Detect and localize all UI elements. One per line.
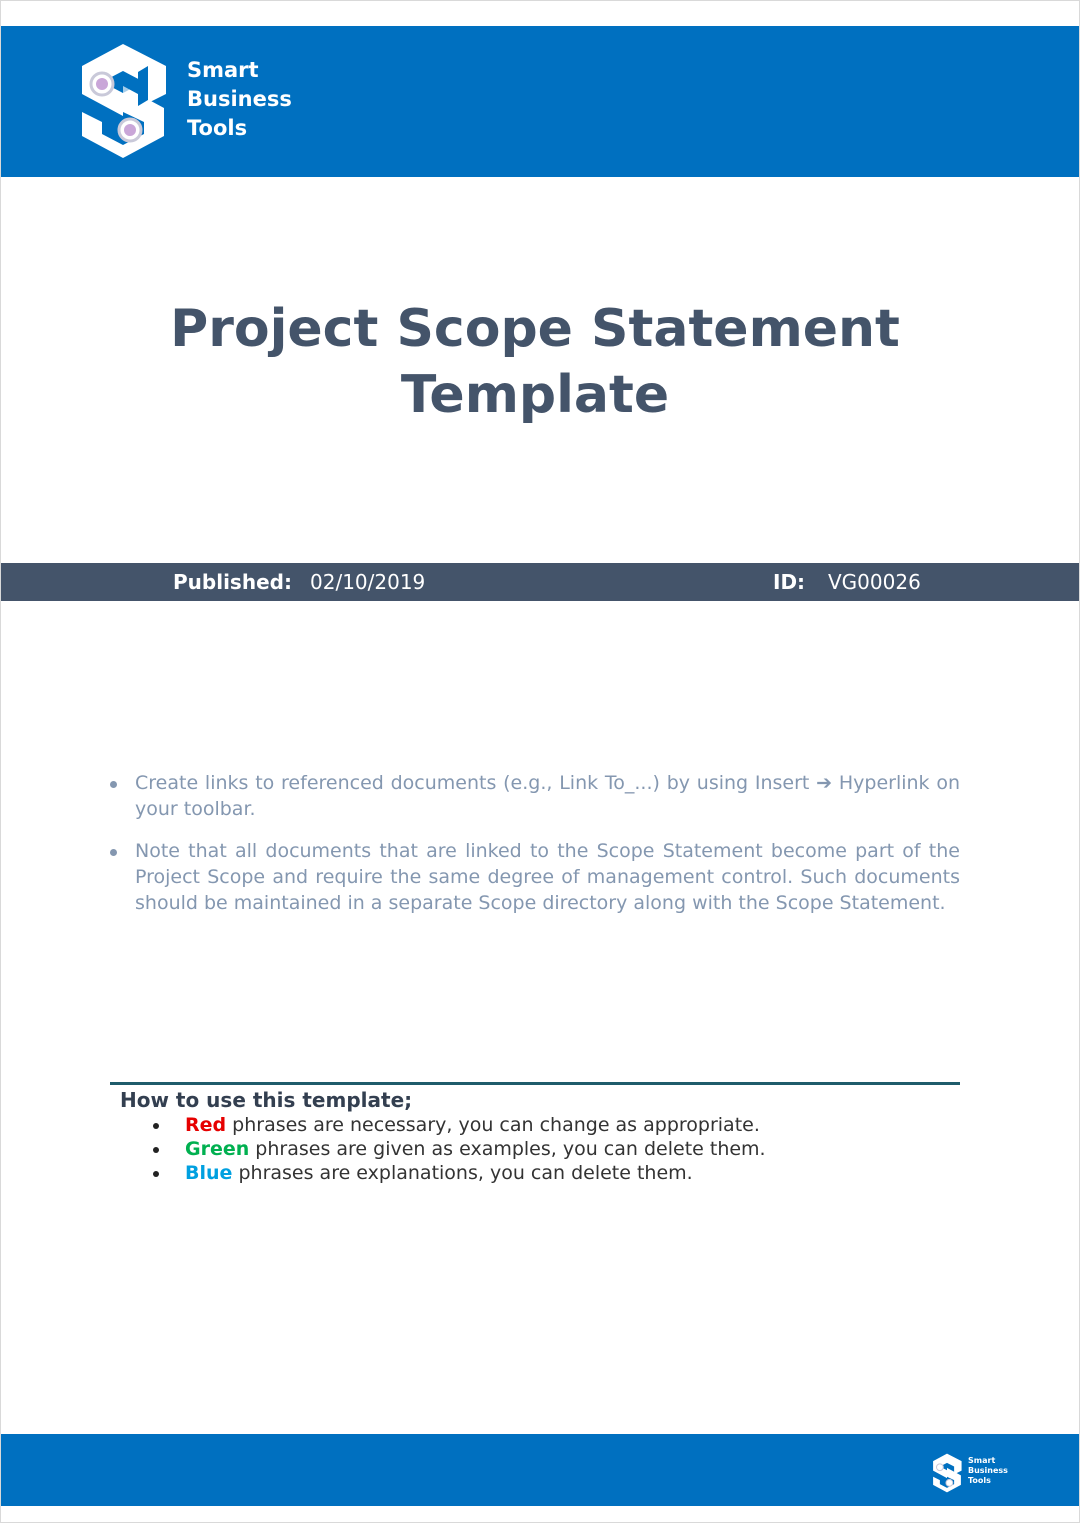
instruction-notes: [110, 770, 960, 932]
note-item: [110, 838, 960, 916]
meta-bar: [1, 563, 1079, 601]
published-label: Published:: [173, 570, 292, 594]
smart-business-tools-logo-icon: [78, 42, 168, 160]
bullet-icon: [153, 1171, 159, 1177]
howto-item-text: phrases are necessary, you can change as appropriate.: [226, 1114, 760, 1136]
page-title-line: Project Scope Statement: [170, 299, 900, 359]
note-item: [110, 770, 960, 822]
howto-title: How to use this template;: [120, 1088, 413, 1112]
smart-business-tools-logo-icon: [930, 1453, 964, 1493]
howto-keyword-green: Green: [185, 1138, 250, 1160]
howto-item: [150, 1113, 766, 1137]
id-label: ID:: [773, 570, 806, 594]
brand-name-line: Business: [968, 1466, 1008, 1475]
footer-brand-name: [968, 1456, 1008, 1486]
howto-item-text: phrases are given as examples, you can delete them.: [249, 1138, 766, 1160]
bullet-icon: [110, 849, 117, 856]
bullet-icon: [153, 1123, 159, 1129]
brand-name-line: Business: [187, 87, 292, 111]
howto-item: [150, 1137, 766, 1161]
footer-band: [1, 1434, 1079, 1506]
page-title: [0, 296, 1070, 428]
bullet-icon: [153, 1147, 159, 1153]
page-title-line: Template: [400, 365, 670, 425]
bullet-icon: [110, 781, 117, 788]
document-id: VG00026: [828, 570, 921, 594]
published-date: 02/10/2019: [310, 570, 426, 594]
howto-item-text: phrases are explanations, you can delete them.: [232, 1162, 693, 1184]
brand-name-line: Smart: [968, 1456, 996, 1465]
brand-name-line: Smart: [187, 58, 259, 82]
howto-list: [150, 1113, 766, 1185]
brand-name: [187, 56, 292, 143]
howto-keyword-blue: Blue: [185, 1162, 233, 1184]
brand-name-line: Tools: [968, 1476, 991, 1485]
brand-name-line: Tools: [187, 116, 248, 140]
howto-divider: [110, 1082, 960, 1085]
howto-keyword-red: Red: [185, 1114, 227, 1136]
note-text: Note that all documents that are linked to the Scope Statement become part of the Project Scope and require the same degree of management control. Such documents should be maintained in a separate Scope directory along with the Scope Statement.: [135, 840, 960, 914]
howto-item: [150, 1161, 766, 1185]
note-text: Create links to referenced documents (e.g., Link To_...) by using Insert ➔ Hyperlink on your toolbar.: [135, 772, 960, 820]
